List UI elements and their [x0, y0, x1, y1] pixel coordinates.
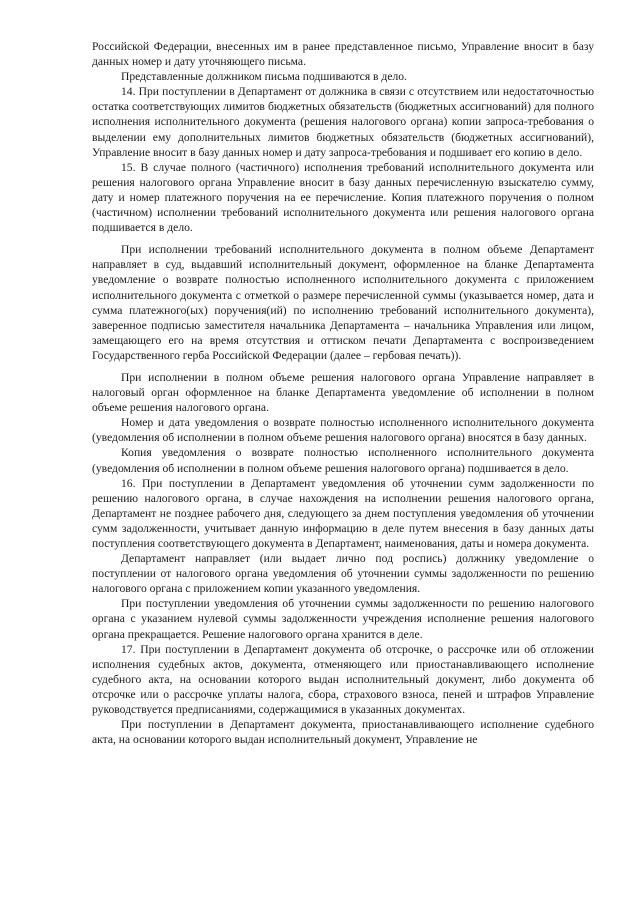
paragraph: Департамент направляет (или выдает лично под роспись) должнику уведомление о поступлении от налогового органа уведомления об уточнении суммы задолженности по решению налогового органа с приложением копии указанного уведомления. — [92, 552, 594, 596]
document-page — [92, 39, 594, 747]
paragraph: Номер и дата уведомления о возврате полностью исполненного исполнительного документа (уведомления об исполнении в полном объеме решения налогового органа) вносятся в базу данных. — [92, 416, 594, 445]
paragraph: При поступлении в Департамент документа, приостанавливающего исполнение судебного акта, на основании которого выдан исполнительный документ, Управление не — [92, 718, 594, 747]
paragraph-item-16: 16. При поступлении в Департамент уведомления об уточнении сумм задолженности по решению налогового органа, в случае нахождения на исполнении решения налогового органа, Департамент не позднее рабочего дня, следующего за днем поступления уведомления об уточнении сумм задолженности, учитывает данную информацию в деле путем внесения в базу данных даты поступления соответствующего документа в Департамент, наименования, даты и номера документа. — [92, 476, 594, 550]
paragraph: Копия уведомления о возврате полностью исполненного исполнительного документа (уведомления об исполнении в полном объеме решения налогового органа) подшивается в дело. — [92, 446, 594, 475]
paragraph: При исполнении в полном объеме решения налогового органа Управление направляет в налоговый орган оформленное на бланке Департамента уведомление об исполнении в полном объеме решения налогового органа. — [92, 370, 594, 415]
paragraph-continuation: Российской Федерации, внесенных им в ранее представленное письмо, Управление вносит в базу данных номер и дату уточняющего письма. — [92, 40, 594, 69]
paragraph: При поступлении уведомления об уточнении суммы задолженности по решению налогового органа с указанием нулевой суммы задолженности учреждения исполнение решения налогового органа прекращается. Решение налогового органа хранится в деле. — [92, 597, 594, 641]
paragraph-item-14: 14. При поступлении в Департамент от должника в связи с отсутствием или недостаточностью остатка соответствующих лимитов бюджетных обязательств (бюджетных ассигнований) для полного исполнения исполнительного документа (решения налогового органа) копии запроса-требования о выделении ему дополнительных лимитов бюджетных обязательств (бюджетных ассигнований), Управление вносит в базу данных номер и дату запроса-требования и подшивает его копию в дело. — [92, 85, 594, 159]
paragraph: При исполнении требований исполнительного документа в полном объеме Департамент направляет в суд, выдавший исполнительный документ, оформленное на бланке Департамента уведомление о возврате полностью исполненного исполнительного документа с приложением исполнительного документа с отметкой о размере перечисленной суммы (указывается номер, дата и сумма платежного(ых) поручения(ий) по исполнению требований исполнительного документа), заверенное подписью заместителя начальника Департамента – начальника Управления или лицом, замещающего его на время отсутствия и оттиском печати Департамента с воспроизведением Государственного герба Российской Федерации (далее – гербовая печать)). — [92, 243, 594, 362]
paragraph: Представленные должником письма подшиваются в дело. — [121, 70, 407, 84]
paragraph-item-15: 15. В случае полного (частичного) исполнения требований исполнительного документа или решения налогового органа Управление вносит в базу данных перечисленную взыскателю сумму, дату и номер платежного поручения на ее перечисление. Копия платежного поручения о полном (частичном) исполнении требований исполнительного документа или решения налогового органа подшивается в дело. — [92, 160, 594, 235]
paragraph-item-17: 17. При поступлении в Департамент документа об отсрочке, о рассрочке или об отложении исполнения судебных актов, документа, отменяющего или приостанавливающего исполнение судебного акта, на основании которого выдан исполнительный документ, либо документа об отсрочке или о рассрочке уплаты налога, сбора, страхового взноса, пеней и штрафов Управление руководствуется предписаниями, содержащимися в указанных документах. — [92, 642, 594, 717]
